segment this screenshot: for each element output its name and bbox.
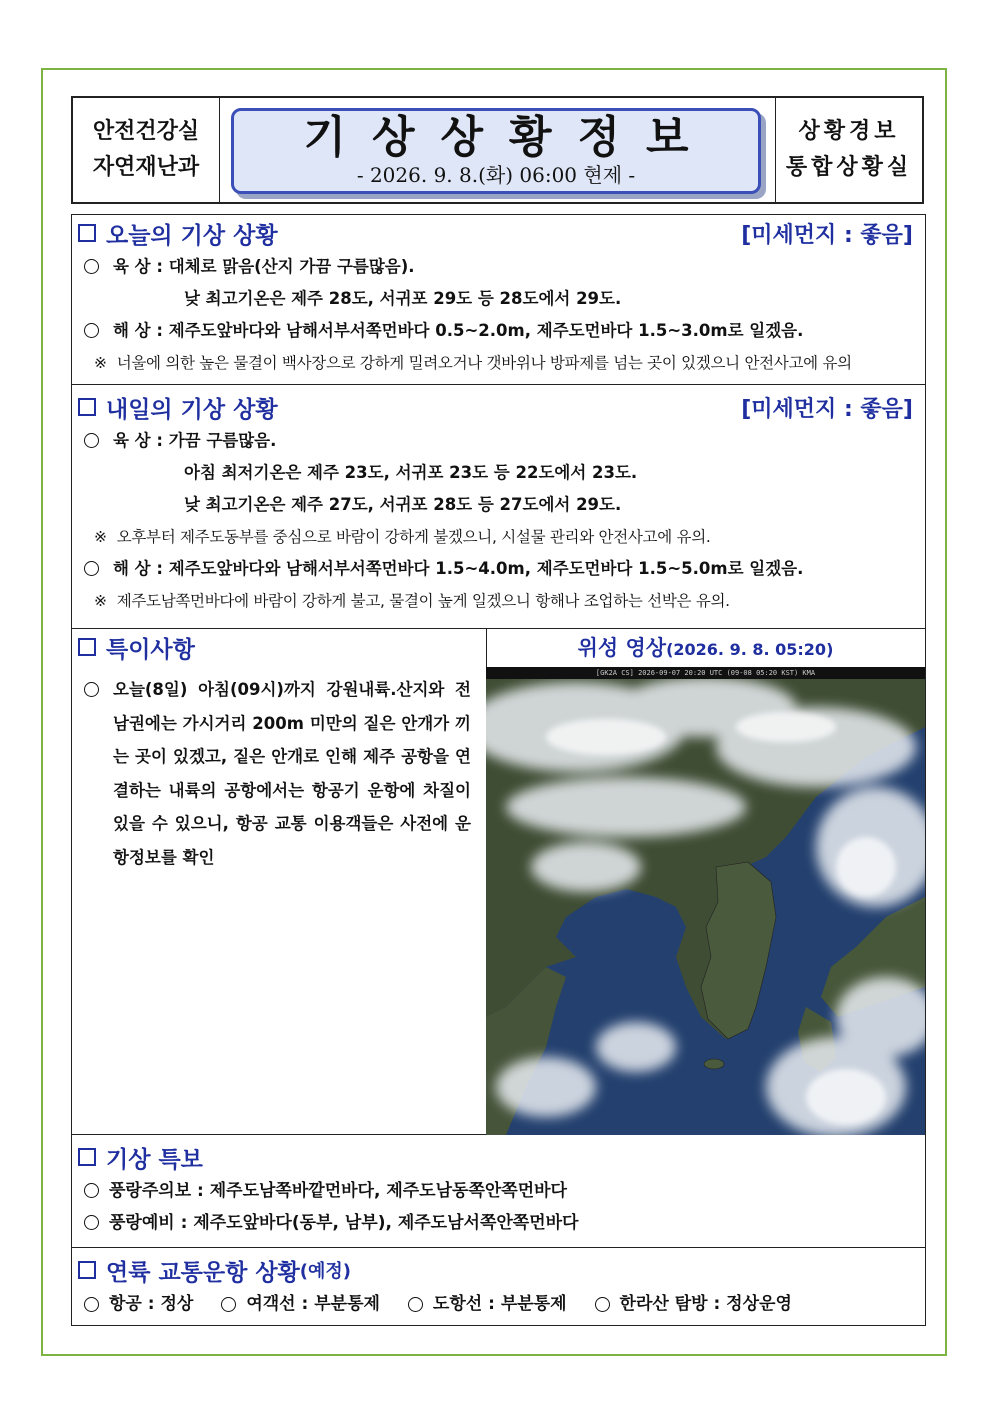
- transport-island-boat: 도항선 : 부분통제: [432, 1294, 567, 1314]
- warning-line1: 풍랑주의보 : 제주도남쪽바깥먼바다, 제주도남동쪽안쪽먼바다: [109, 1181, 567, 1201]
- tomorrow-sea-text: 제주도앞바다와 남해서부서쪽먼바다 1.5~4.0m, 제주도먼바다 1.5~5.0m로 일겠음.: [168, 559, 804, 578]
- circle-bullet-icon: [408, 1297, 423, 1312]
- department-line1: 안전건강실: [92, 119, 200, 144]
- transport-section: [72, 1248, 925, 1326]
- satellite-image: [486, 667, 925, 1135]
- report-date: - 2026. 9. 8.(화) 06:00 현제 -: [356, 163, 636, 187]
- special-notes: [72, 629, 487, 1135]
- today-sea-text: 제주도앞바다와 남해서부서쪽먼바다 0.5~2.0m, 제주도먼바다 1.5~3.0m로 일겠음.: [168, 321, 804, 340]
- tomorrow-note1: 오후부터 제주도동부를 중심으로 바람이 강하게 불겠으니, 시설물 관리와 안전사고에 유의.: [116, 528, 711, 546]
- tomorrow-title: 내일의 기상 상황: [106, 396, 278, 423]
- tomorrow-max-temp: 낮 최고기온은 제주 27도, 서귀포 28도 등 27도에서 29도.: [184, 495, 622, 514]
- circle-bullet-icon: [84, 1215, 99, 1230]
- circle-bullet-icon: [84, 323, 99, 338]
- transport-ferry: 여객선 : 부분통제: [246, 1294, 380, 1314]
- reference-mark-icon: ※: [94, 592, 107, 610]
- checkbox-icon: [78, 398, 96, 416]
- satellite-title: 위성 영상: [577, 636, 667, 660]
- satellite-panel: [486, 629, 925, 1135]
- tomorrow-dust-status: [미세먼지 : 좋음]: [741, 396, 913, 422]
- checkbox-icon: [78, 1148, 96, 1166]
- circle-bullet-icon: [84, 682, 99, 697]
- title-box: [231, 108, 761, 194]
- circle-bullet-icon: [84, 1297, 99, 1312]
- reference-mark-icon: ※: [94, 354, 107, 372]
- today-land-text: 대체로 맑음(산지 가끔 구름많음).: [168, 257, 415, 276]
- circle-bullet-icon: [595, 1297, 610, 1312]
- transport-air: 항공 : 정상: [109, 1294, 194, 1314]
- transport-title-suffix: (예정): [299, 1261, 351, 1282]
- department-line2: 자연재난과: [92, 155, 200, 180]
- tomorrow-min-temp: 아침 최저기온은 제주 23도, 서귀포 23도 등 22도에서 23도.: [184, 463, 638, 482]
- satellite-map-graphic: [486, 667, 925, 1135]
- satellite-time: (2026. 9. 8. 05:20): [666, 640, 834, 659]
- circle-bullet-icon: [84, 259, 99, 274]
- circle-bullet-icon: [84, 1183, 99, 1198]
- today-dust-status: [미세먼지 : 좋음]: [741, 222, 913, 248]
- warnings-section: [72, 1135, 925, 1248]
- tomorrow-note2: 제주도남쪽먼바다에 바람이 강하게 불고, 물결이 높게 일겠으니 항해나 조업하는 선박은 유의.: [116, 592, 730, 610]
- special-title: 특이사항: [106, 636, 195, 663]
- office-block: [775, 98, 922, 202]
- circle-bullet-icon: [84, 561, 99, 576]
- tomorrow-sea-label: 해 상 :: [113, 559, 163, 578]
- warnings-title: 기상 특보: [106, 1146, 203, 1173]
- transport-title: 연륙 교통운항 상황: [106, 1259, 300, 1286]
- today-section: [72, 215, 925, 385]
- tomorrow-land-label: 육 상 :: [113, 431, 163, 450]
- tomorrow-section: [72, 385, 925, 629]
- special-text: 오늘(8일) 아침(09시)까지 강원내륙.산지와 전남권에는 가시거리 200m 미만의 짙은 안개가 끼는 곳이 있겠고, 짙은 안개로 인해 제주 공항을 연결하는 내륙의 공항에서는 항공기 운항에 차질이 있을 수 있으니, 항공 교통 이용객들은 사전에 운항정보를 확인: [113, 680, 471, 867]
- department-block: [73, 98, 220, 202]
- report-body: [71, 214, 926, 1326]
- reference-mark-icon: ※: [94, 528, 107, 546]
- transport-status-row: [72, 1288, 925, 1320]
- today-land-temp: 낮 최고기온은 제주 28도, 서귀포 29도 등 28도에서 29도.: [184, 289, 622, 308]
- checkbox-icon: [78, 1261, 96, 1279]
- special-section: [72, 629, 925, 1135]
- today-sea-label: 해 상 :: [113, 321, 163, 340]
- today-note: 너울에 의한 높은 물결이 백사장으로 강하게 밀려오거나 갯바위나 방파제를 넘는 곳이 있겠으니 안전사고에 유의: [116, 354, 852, 372]
- today-land-label: 육 상 :: [113, 257, 163, 276]
- page-title: 기상상황정보: [303, 112, 715, 163]
- tomorrow-land-text: 가끔 구름많음.: [168, 431, 277, 450]
- checkbox-icon: [78, 638, 96, 656]
- checkbox-icon: [78, 224, 96, 242]
- warning-line2: 풍랑예비 : 제주도앞바다(동부, 남부), 제주도남서쪽안쪽먼바다: [109, 1213, 579, 1233]
- office-line1: 상황경보: [798, 119, 900, 144]
- transport-hallasan: 한라산 탐방 : 정상운영: [619, 1294, 792, 1314]
- circle-bullet-icon: [84, 433, 99, 448]
- document-header: [71, 96, 924, 204]
- today-title: 오늘의 기상 상황: [106, 222, 278, 249]
- circle-bullet-icon: [221, 1297, 236, 1312]
- office-line2: 통합상황실: [785, 155, 913, 180]
- satellite-caption: [GK2A CS] 2026-09-07 20:20 UTC (09-08 05:20 KST) KMA: [486, 667, 925, 679]
